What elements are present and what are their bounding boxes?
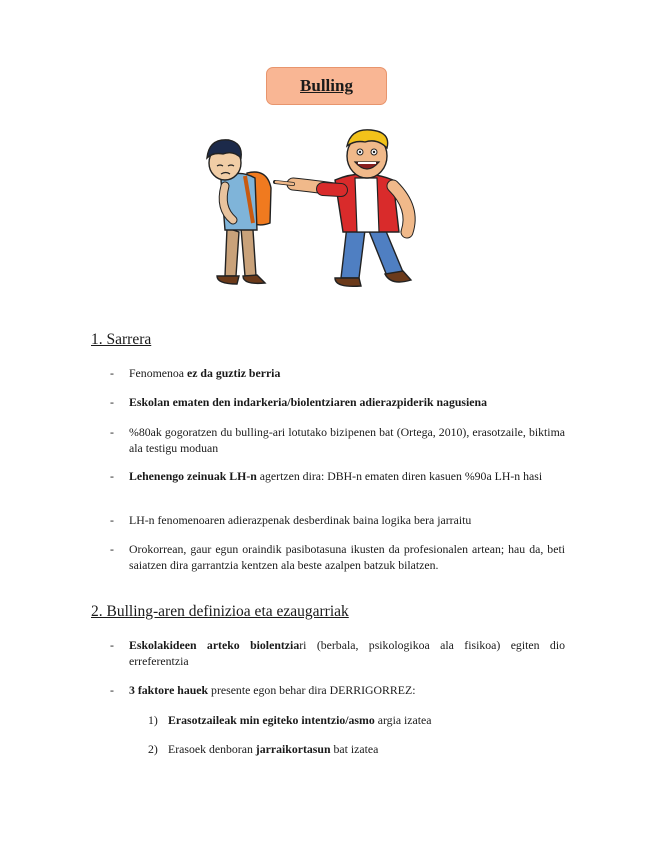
bully-figure <box>275 130 411 287</box>
item-text: agertzen dira: DBH-n ematen diren kasuen %90a LH-n hasi <box>256 469 543 483</box>
item-text-bold: 3 faktore hauek <box>129 683 209 697</box>
item-text: Fenomenoa <box>129 366 187 380</box>
bullet-dash: - <box>110 683 114 697</box>
item-number: 1) <box>148 713 158 727</box>
item-text: presente egon behar dira DERRIGORREZ: <box>208 683 416 697</box>
list-item <box>110 424 565 456</box>
bullet-dash: - <box>110 425 114 439</box>
item-text: %80ak gogoratzen du bulling-ari lotutako bizipenen bat (Ortega, 2010), erasotzaile, biktima ala testigu moduan <box>129 425 565 455</box>
item-text-bold: Lehenengo zeinuak LH-n <box>129 469 257 483</box>
item-text-bold: Eskolakideen arteko biolentzia <box>129 638 300 652</box>
bullet-dash: - <box>110 638 114 652</box>
list-item <box>110 637 565 669</box>
item-text: Orokorrean, gaur egun oraindik pasibotasuna ikusten da profesionalen artean; hau da, beti saiatzen dira garrantzia kentzen ala beste azalpen batzuk bilatzen. <box>129 542 565 572</box>
numbered-item <box>148 741 568 757</box>
item-text: LH-n fenomenoaren adierazpenak desberdinak baina logika bera jarraitu <box>129 513 472 527</box>
bullet-dash: - <box>110 513 114 527</box>
item-text-bold: ez da guztiz berria <box>187 366 281 380</box>
page-title: Bulling <box>300 76 353 95</box>
list-item <box>110 541 565 573</box>
title-box <box>266 67 387 105</box>
section-heading-sarrera: 1. Sarrera <box>91 331 152 348</box>
list-item <box>110 468 565 484</box>
list-item <box>110 394 565 410</box>
list-item <box>110 512 565 528</box>
list-item <box>110 682 565 698</box>
item-text-bold: jarraikortasun <box>255 742 331 756</box>
bullying-illustration <box>195 128 445 298</box>
item-number: 2) <box>148 742 158 756</box>
bullet-dash: - <box>110 366 114 380</box>
item-text-bold: Eskolan ematen den indarkeria/biolentziaren adierazpiderik nagusiena <box>129 395 487 409</box>
item-text: argia izatea <box>374 713 432 727</box>
bullet-dash: - <box>110 542 114 556</box>
bullet-dash: - <box>110 395 114 409</box>
item-text-bold: Erasotzaileak min egiteko intentzio/asmo <box>168 713 375 727</box>
bullet-dash: - <box>110 469 114 483</box>
item-text: Erasoek denboran <box>168 742 256 756</box>
item-text: ri (berbala, psikologikoa ala fisikoa) egiten dio erreferentzia <box>129 638 565 668</box>
numbered-item <box>148 712 568 728</box>
list-item <box>110 365 565 381</box>
item-text: bat izatea <box>330 742 379 756</box>
section-heading-definizioa: 2. Bulling-aren definizioa eta ezaugarriak <box>91 603 349 620</box>
victim-figure <box>207 140 271 284</box>
